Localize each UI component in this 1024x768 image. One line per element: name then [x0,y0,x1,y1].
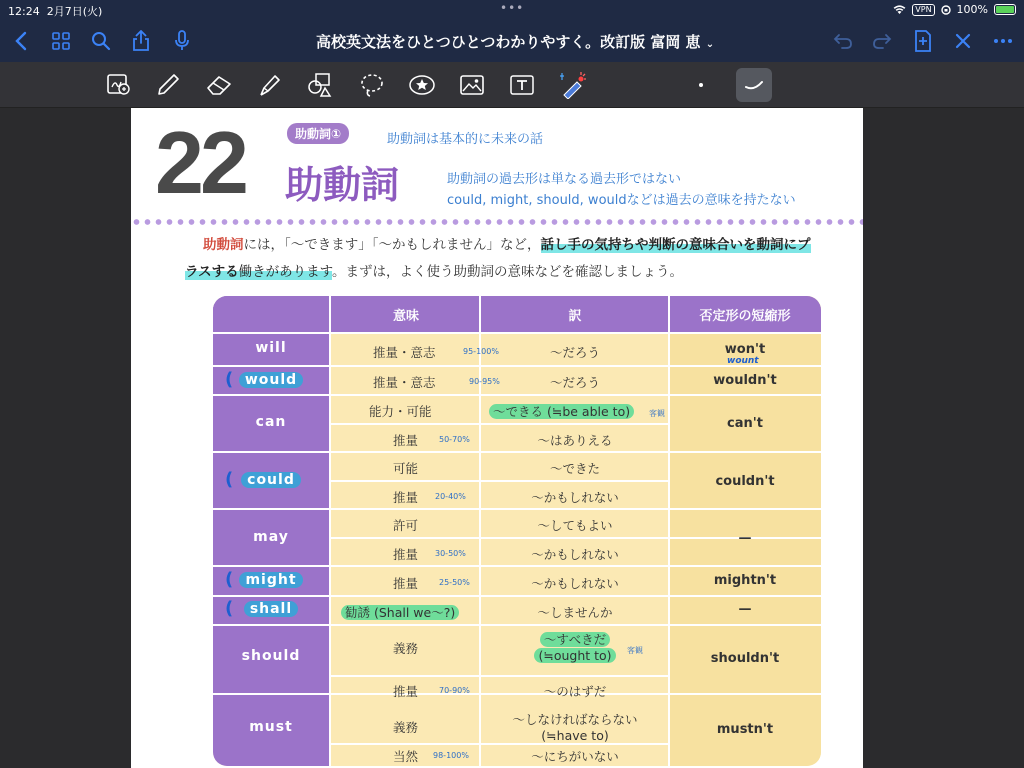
modal-verbs-table [213,296,821,766]
close-icon [954,32,972,50]
zoom-window-icon [107,74,131,96]
redo-icon [872,32,892,50]
add-page-icon [914,30,932,52]
objective-tag: 客観 [627,646,643,655]
redo-button[interactable] [869,28,895,54]
verb-will: will [255,340,287,356]
image-tool[interactable] [457,70,487,100]
thin-stroke-option[interactable] [686,70,716,100]
intro-text-b: 働きがあります [238,264,333,280]
share-icon [132,30,150,52]
status-right [893,3,1016,16]
meaning-cell: 推量 [393,684,419,699]
more-button[interactable] [990,28,1016,54]
add-page-button[interactable] [910,28,936,54]
negative-cell: — [738,531,752,546]
eraser-tool[interactable] [204,70,234,100]
zoom-window-tool[interactable] [104,70,134,100]
translation-cell [481,712,669,744]
verb-might-text: might [239,572,302,588]
row-divider [213,394,821,396]
meaning-cell: 義務 [393,641,419,656]
meaning-cell: 推量・意志 [373,345,436,360]
ink-mark: ( [225,369,234,390]
translation-cell [489,402,629,420]
meaning-cell: 能力・可能 [369,404,432,419]
stroke-curve-icon [743,79,765,91]
translation-cell: ～だろう [549,345,600,360]
pen-tool[interactable] [153,70,183,100]
row-divider [213,451,821,453]
close-button[interactable] [950,28,976,54]
intro-highlight-1: 話し手の気持ちや判断の意味合いを動詞にプ [540,237,811,253]
grid-button[interactable] [48,28,74,54]
meaning-cell: 推量 [393,433,419,448]
search-button[interactable] [88,28,114,54]
chevron-down-icon: ⌄ [705,39,715,50]
header-translation: 訳 [568,309,582,324]
translation-cell: ～だろう [549,375,600,390]
negative-cell: won't [724,342,766,357]
verb-must: must [249,719,293,735]
row-divider [213,624,821,626]
row-divider [213,595,821,597]
navigation-bar [0,20,1024,62]
verb-may: may [253,529,289,545]
share-button[interactable] [128,28,154,54]
translation-cell: ～かもしれない [531,576,619,591]
dot-size-icon [699,83,703,87]
battery-fill [996,6,1014,13]
multitask-dots[interactable]: ••• [500,1,525,15]
sub-row-divider [329,537,669,539]
verb-can: can [255,414,287,430]
negative-cell: shouldn't [710,651,780,666]
sticker-tool[interactable] [407,70,437,100]
translation-cell: ～かもしれない [531,547,619,562]
verb-could-text: could [241,472,301,488]
verb-shall-text: shall [244,601,298,617]
handwritten-note-2: 助動詞の過去形は単なる過去形ではない [447,172,682,187]
laser-pointer-icon [560,71,588,99]
translation-highlight: ～すべきだ [540,632,610,647]
translation-cell: ～かもしれない [531,490,619,505]
percent-note: 90-95% [469,377,500,386]
header-negative: 否定形の短縮形 [699,309,791,324]
percent-note: 20-40% [435,492,466,501]
microphone-icon [174,30,190,52]
microphone-button[interactable] [169,28,195,54]
intro-paragraph [185,232,855,286]
lesson-badge: 助動詞① [287,123,349,144]
back-button[interactable] [8,28,34,54]
battery-icon [994,4,1016,15]
ink-mark: ( [225,569,234,590]
handwriting-annotation: wount [727,356,759,366]
translation-line-1: ～しなければならない [512,712,638,727]
intro-highlight-2: ラスする [185,264,239,280]
row-divider [213,565,821,567]
meaning-cell: 推量 [393,490,419,505]
dotted-divider [131,218,863,226]
verb-would-text: would [239,372,303,388]
grid-icon [52,32,70,50]
negative-cell: couldn't [715,474,775,489]
negative-cell: can't [727,416,763,431]
undo-icon [833,32,853,50]
handwritten-note-1: 助動詞は基本的に未来の話 [387,132,544,147]
meaning-cell: 推量・意志 [373,375,436,390]
wifi-icon [893,5,906,15]
sub-row-divider [329,480,669,482]
verb-should: should [241,648,301,664]
meaning-cell: 当然 [393,749,419,764]
pen-icon [155,72,181,98]
meaning-cell [341,603,459,621]
meaning-cell: 義務 [393,720,419,735]
translation-cell: ～できた [549,461,600,476]
translation-cell: ～にちがいない [531,749,619,764]
rotation-lock-icon [941,5,951,15]
negative-cell: mustn't [716,722,774,737]
percent-note: 30-50% [435,549,466,558]
translation-cell: ～してもよい [537,518,613,533]
intro-text-a: には，「～できます」「～かもしれません」など， [243,237,541,253]
highlighter-tool[interactable] [255,70,285,100]
lasso-icon [359,72,385,98]
text-box-icon [509,73,535,97]
stroke-style-option[interactable] [736,68,772,102]
translation-cell: ～はありえる [537,433,613,448]
document-title[interactable] [316,31,714,52]
meaning-cell: 可能 [393,461,419,476]
row-divider [213,508,821,510]
ink-mark: ( [225,469,234,490]
status-time [8,3,102,19]
meaning-cell: 推量 [393,576,419,591]
time-text: 12:24 [8,5,40,18]
percent-note: 98-100% [433,751,469,760]
document-title-text: 高校英文法をひとつひとつわかりやすく。改訂版 富岡 恵 [316,33,701,51]
row-divider [213,332,821,334]
intro-keyword: 助動詞 [203,237,244,253]
undo-button[interactable] [830,28,856,54]
translation-highlight: (≒ought to) [534,648,615,663]
search-icon [91,31,111,51]
ink-mark: ( [225,598,234,619]
handwritten-note-3: could, might, should, wouldなどは過去の意味を持たない [447,193,796,208]
percent-note: 25-50% [439,578,470,587]
vpn-badge: VPN [912,4,934,16]
negative-cell: — [738,602,752,617]
drawing-toolbar [0,62,1024,108]
translation-cell: ～のはずだ [543,684,607,699]
meaning-cell: 許可 [393,518,419,533]
percent-note: 95-100% [463,347,499,356]
laser-pointer-tool[interactable] [559,70,589,100]
star-sticker-icon [408,73,436,97]
sub-row-divider [329,675,669,677]
sub-row-divider [329,423,669,425]
translation-highlight: ～できる (≒be able to) [489,404,634,419]
translation-cell: ～しませんか [537,605,613,620]
negative-cell: mightn't [713,573,777,588]
shapes-tool[interactable] [305,70,335,100]
image-icon [460,74,484,96]
chapter-title: 助動詞 [285,163,400,207]
highlighter-icon [257,72,283,98]
meaning-cell: 推量 [393,547,419,562]
meaning-highlight: 勧誘 (Shall we～?) [341,605,459,620]
lasso-tool[interactable] [357,70,387,100]
status-bar [0,0,1024,20]
negative-cell: wouldn't [713,373,777,388]
shapes-icon [307,72,333,98]
objective-tag: 客観 [649,409,665,418]
translation-line-2: (≒have to) [541,728,609,743]
more-icon [993,38,1013,44]
date-text: 2月7日(火) [46,5,103,18]
document-page[interactable] [131,108,863,768]
percent-note: 50-70% [439,435,470,444]
header-meaning: 意味 [392,309,419,324]
percent-note: 70-90% [439,686,470,695]
battery-percent: 100% [956,3,988,16]
lesson-number: 22 [155,113,245,212]
text-tool[interactable] [507,70,537,100]
chevron-left-icon [14,31,28,51]
intro-text-c: 。まずは，よく使う助動詞の意味などを確認しましょう。 [332,264,684,280]
eraser-icon [205,74,233,96]
